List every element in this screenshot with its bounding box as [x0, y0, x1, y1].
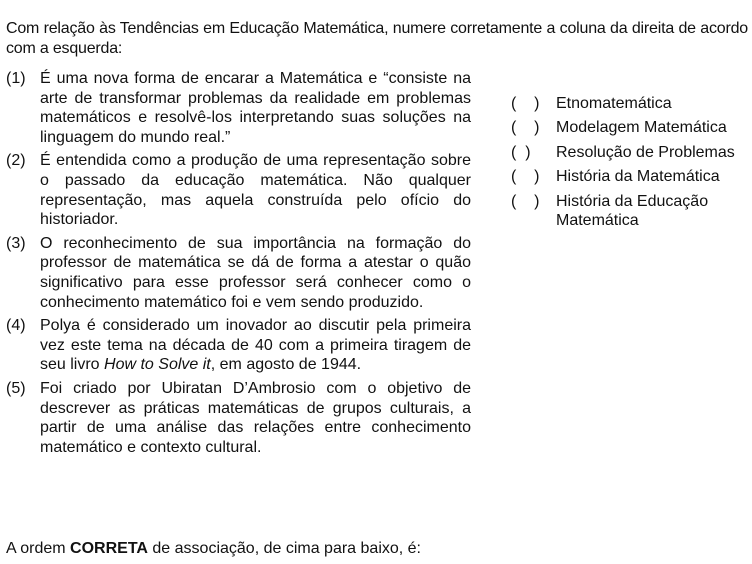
answer-blank[interactable]: ( )	[511, 119, 540, 137]
item-text-before: Polya é considerado um inovador ao discutir pela primeira vez este tema na década de 40 com a primeira tiragem de seu livro	[40, 317, 471, 374]
option-label: Resolução de Problemas	[556, 143, 735, 161]
prompt-after: de associação, de cima para baixo, é:	[147, 540, 421, 557]
item-number: (3)	[6, 234, 26, 252]
left-item-4	[6, 316, 471, 375]
item-text	[40, 316, 471, 375]
right-item-3	[511, 143, 752, 163]
option-label: Etnomatemática	[556, 95, 672, 112]
item-text: Foi criado por Ubiratan D’Ambrosio com o objetivo de descrever as práticas matemáticas de grupos culturais, a partir de uma análise das relações entre conhecimento matemático e contexto cultural.	[40, 379, 471, 456]
right-item-5	[511, 192, 752, 231]
option-label: História da Educação Matemática	[556, 192, 709, 230]
left-item-3	[6, 234, 471, 312]
left-item-2	[6, 151, 471, 229]
option-label: História da Matemática	[556, 168, 720, 186]
prompt-emphasis: CORRETA	[70, 540, 148, 557]
right-item-4	[511, 167, 752, 187]
left-item-5	[6, 379, 471, 457]
answer-blank[interactable]: ( )	[511, 143, 531, 161]
item-text-after: , em agosto de 1944.	[210, 356, 362, 374]
left-item-1	[6, 69, 471, 147]
item-text: É entendida como a produção de uma representação sobre o passado da educação matemática. Não qualquer representação, mas aquela construída pelo ofício do historiador.	[40, 152, 471, 229]
prompt-before: A ordem	[6, 540, 71, 557]
item-number: (1)	[6, 70, 26, 87]
option-label: Modelagem Matemática	[556, 119, 727, 137]
item-number: (2)	[6, 152, 26, 170]
answer-blank[interactable]: ( )	[511, 168, 540, 186]
right-item-2	[511, 118, 752, 138]
book-title: How to Solve it	[104, 356, 211, 374]
answer-prompt	[6, 539, 421, 559]
answer-blank[interactable]: ( )	[511, 192, 540, 210]
item-text: O reconhecimento de sua importância na formação do professor de matemática se dá de forma a atestar o quão significativo para esse professor será conhecer como o conhecimento matemático foi e vem sendo produzido.	[40, 234, 471, 311]
right-item-1	[511, 94, 752, 114]
item-number: (4)	[6, 317, 26, 335]
left-column-list	[6, 69, 471, 461]
answer-blank[interactable]: ( )	[511, 95, 540, 112]
item-number: (5)	[6, 379, 26, 397]
right-column-list	[511, 94, 752, 236]
question-intro: Com relação às Tendências em Educação Matemática, numere corretamente a coluna da direita de acordo com a esquerda:	[6, 20, 748, 57]
item-text: É uma nova forma de encarar a Matemática e “consiste na arte de transformar problemas da realidade em problemas matemáticos e resolvê-los interpretando suas soluções na linguagem do mundo real.”	[40, 70, 471, 146]
